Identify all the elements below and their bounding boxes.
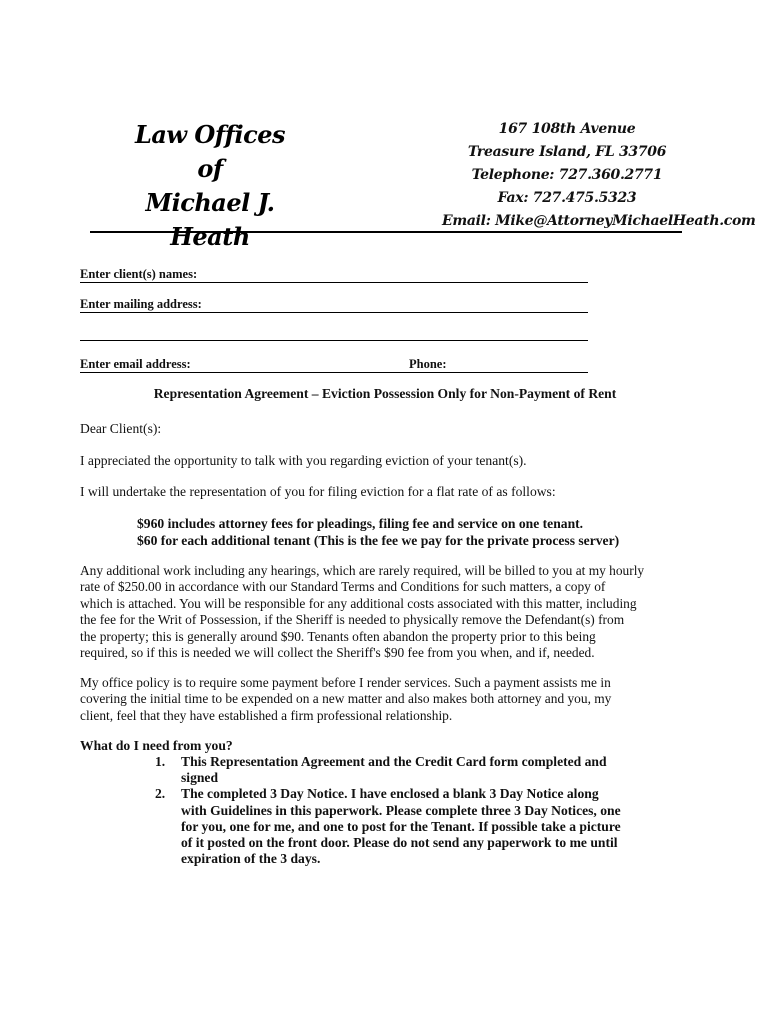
text-line: which is attached. You will be responsible for any additional costs associated with this matter, including	[80, 595, 637, 611]
contact-block	[442, 118, 756, 233]
paragraph-additional-work	[80, 563, 692, 661]
text-line: with Guidelines in this paperwork. Please complete three 3 Day Notices, one	[181, 802, 621, 818]
firm-name-line: Law Offices	[134, 120, 285, 149]
agreement-title: Representation Agreement – Eviction Possession Only for Non-Payment of Rent	[153, 386, 617, 401]
fee-list	[137, 515, 619, 549]
mailing-address-line2-field[interactable]	[80, 324, 588, 341]
fee-item: $960 includes attorney fees for pleadings, filing fee and service on one tenant.	[137, 516, 584, 531]
attorney-name: Michael J. Heath	[145, 188, 275, 251]
phone-label: Phone:	[409, 357, 447, 371]
text-line: client, feel that they have established a firm professional relationship.	[80, 707, 453, 723]
text-line: required, so if this is needed we will collect the Sheriff's $90 fee from you when, and if, needed.	[80, 645, 595, 661]
list-number: 1.	[155, 754, 166, 769]
text-line: signed	[181, 770, 219, 786]
paragraph-office-policy	[80, 675, 692, 724]
fee-item: $60 for each additional tenant (This is the fee we pay for the private process server)	[137, 533, 620, 548]
text-line: This Representation Agreement and the Credit Card form completed and	[181, 754, 607, 769]
mailing-address-label: Enter mailing address:	[80, 297, 202, 311]
street-address: 167 108th Avenue	[498, 121, 636, 137]
needs-heading: What do I need from you?	[80, 738, 233, 753]
text-line: for you, one for me, and one to post for the Tenant. If possible take a picture	[181, 818, 621, 834]
needs-list	[155, 754, 675, 867]
city-state-zip: Treasure Island, FL 33706	[467, 144, 667, 160]
paragraph-undertake: I will undertake the representation of you for filing eviction for a flat rate of as follows:	[80, 484, 556, 499]
text-line: My office policy is to require some payment before I render services. Such a payment assists me in	[80, 675, 611, 690]
list-item	[155, 786, 675, 867]
letterhead-divider	[90, 231, 682, 233]
text-line: covering the initial time to be expended on a new matter and also makes both attorney and you, my	[80, 691, 612, 707]
list-number: 2.	[155, 786, 166, 802]
telephone: Telephone: 727.360.2771	[471, 167, 663, 183]
email-phone-field[interactable]	[80, 356, 588, 373]
fax: Fax: 727.475.5323	[497, 190, 637, 206]
paragraph-appreciation: I appreciated the opportunity to talk with you regarding eviction of your tenant(s).	[80, 453, 527, 468]
text-line: the property; this is generally around $90. Tenants often abandon the property prior to this being	[80, 628, 596, 644]
firm-name-block	[110, 118, 310, 254]
text-line: Any additional work including any hearings, which are rarely required, will be billed to you at my hourly	[80, 563, 645, 578]
text-line: the fee for the Writ of Possession, if the Sheriff is needed to physically remove the Defendant(s) from	[80, 612, 625, 628]
firm-name-line: of	[197, 154, 223, 183]
list-item	[155, 754, 675, 786]
client-names-label: Enter client(s) names:	[80, 267, 198, 281]
email-label: Enter email address:	[80, 357, 191, 371]
text-line: rate of $250.00 in accordance with our Standard Terms and Conditions for such matters, a copy of	[80, 579, 606, 595]
salutation: Dear Client(s):	[80, 421, 162, 436]
mailing-address-field[interactable]	[80, 296, 588, 313]
client-names-field[interactable]	[80, 266, 588, 283]
text-line: The completed 3 Day Notice. I have enclosed a blank 3 Day Notice along	[181, 786, 599, 802]
text-line: expiration of the 3 days.	[181, 851, 321, 867]
email[interactable]: Email: Mike@AttorneyMichaelHeath.com	[442, 213, 756, 229]
text-line: of it posted on the front door. Please do not send any paperwork to me until	[181, 835, 618, 851]
